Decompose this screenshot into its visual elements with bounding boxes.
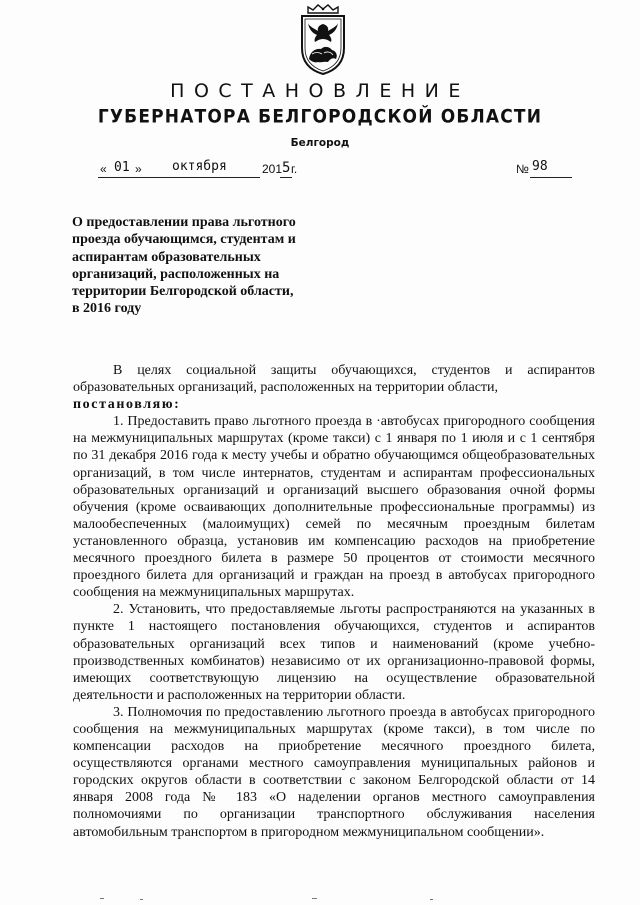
subject-line: проезда обучающимся, студентам и [72, 232, 296, 248]
document-title: ПОСТАНОВЛЕНИЕ [170, 80, 470, 102]
date-month: октября [172, 159, 227, 174]
date-day: 01 [114, 160, 130, 175]
date-year-prefix: 201 [262, 162, 283, 176]
document-subject [72, 214, 322, 318]
document-number: 98 [532, 159, 548, 174]
subject-line: в 2016 году [72, 301, 142, 317]
dateline [98, 158, 578, 180]
subject-line: аспирантам образовательных [72, 249, 261, 265]
subject-line: О предоставлении права льготного [72, 215, 296, 230]
subject-line: территории Белгородской области, [72, 284, 294, 300]
paragraph-2: 2. Установить, что предоставляемые льготы распространяются на указанных в пункте 1 настоящего постановления обучающихся, студентов и аспирантов образовательных организаций всех типов и наименований (кроме учебно-производственных комбинатов) независимо от их организационно-правовой формы, имеющих соответствующую лицензию на осуществление образовательной деятельности и расположенных на территории области. [73, 602, 595, 703]
paragraph-1: 1. Предоставить право льготного проезда в ·автобусах пригородного сообщения на межмуниципальных маршрутах (кроме такси) с 1 января по 1 июля и с 1 сентября по 31 декабря 2016 года к месту учебы и обратно обучающимся общеобразовательных организаций, в том числе интернатов, студентам и аспирантам профессиональных образовательных организаций и организаций высшего образования очной формы обучения (кроме осваивающих дополнительные профессиональные программы) из малообеспеченных (малоимущих) семей по месячным проездным билетам установленного образца, установив им компенсацию расходов на приобретение месячного проездного билета в размере 50 процентов от стоимости месячного проездного билета для организаций и граждан на проезд в автобусах пригородного сообщения на межмуниципальных маршрутах. [73, 414, 595, 601]
subject-line: организаций, расположенных на [72, 266, 280, 282]
document-body [73, 362, 595, 841]
decree-word: постановляю: [73, 397, 181, 413]
number-prefix: № [516, 162, 529, 176]
belgorod-coat-of-arms-icon [296, 4, 350, 76]
date-year-suffix: г. [291, 162, 298, 176]
document-city: Белгород [290, 137, 350, 149]
date-quote-close: » [135, 162, 142, 176]
date-year-digit: 5 [282, 160, 291, 176]
date-quote-open: « [100, 162, 107, 176]
paragraph-3: 3. Полномочия по предоставлению льготного проезда в автобусах пригородного сообщения на межмуниципальных маршрутах (кроме такси), в том числе по компенсации расходов на приобретение месячного проездного билета, осуществляются органами местного самоуправления муниципальных районов и городских округов области в соответствии с законом Белгородской области от 14 января 2008 года № 183 «О наделении органов местного самоуправления полномочиями по организации транспортного обслуживания населения автомобильным транспортом в пригородном межмуниципальном сообщении». [73, 704, 595, 840]
document-authority: ГУБЕРНАТОРА БЕЛГОРОДСКОЙ ОБЛАСТИ [97, 105, 543, 129]
intro-paragraph: В целях социальной защиты обучающихся, студентов и аспирантов образовательных организаций, расположенных на территории области, [73, 363, 595, 396]
